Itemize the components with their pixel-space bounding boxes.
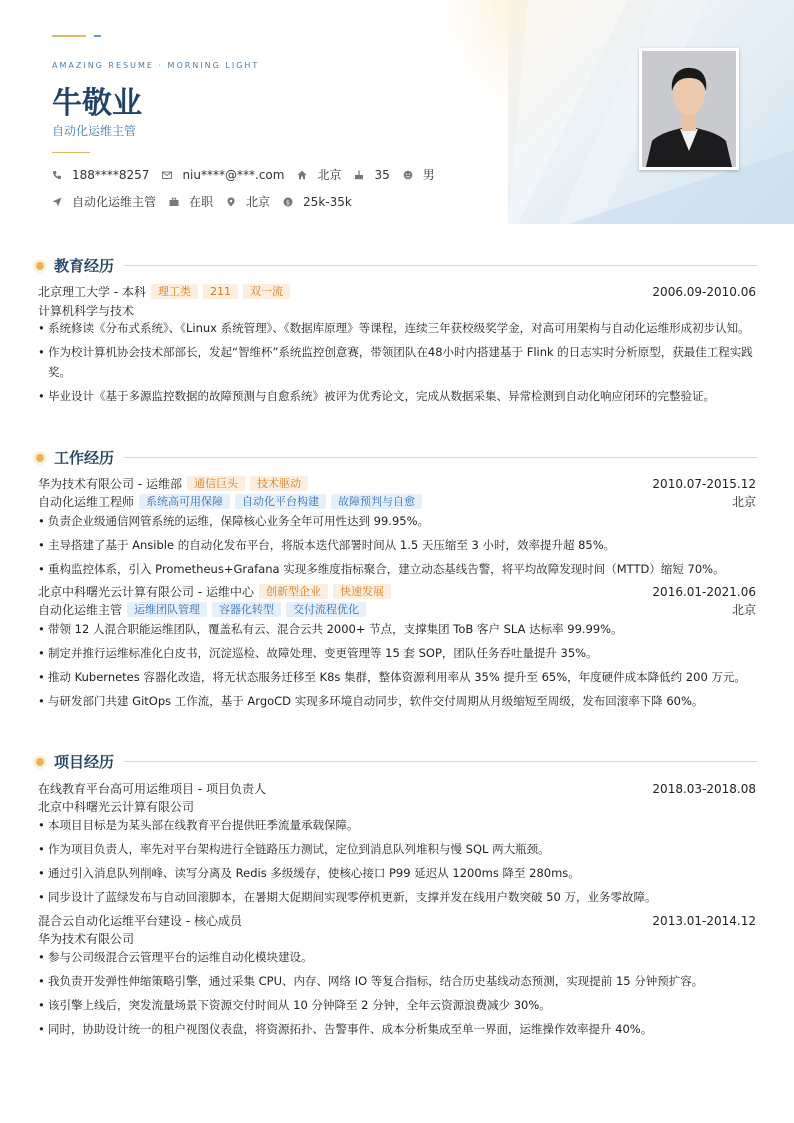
profile-photo	[639, 48, 739, 170]
intention-row	[52, 193, 365, 210]
contact-home	[297, 166, 341, 183]
list-item: • 负责企业级通信网管系统的运维，保障核心业务全年可用性达到 99.95%。	[38, 511, 756, 531]
section-education	[36, 255, 758, 276]
list-item: • 同时，协助设计统一的租户视图仪表盘，将资源拓扑、告警事件、成本分析集成至单一界面，运维操作效率提升 40%。	[38, 1019, 756, 1039]
intention-position	[52, 193, 156, 210]
project-name: 混合云自动化运维平台建设 - 核心成员	[38, 914, 242, 928]
name-divider	[52, 152, 90, 153]
company-name: 北京中科曙光云计算有限公司 - 运维中心	[38, 585, 254, 599]
education-bullets	[38, 318, 756, 410]
list-item: • 本项目目标是为某头部在线教育平台提供旺季流量承载保障。	[38, 815, 756, 835]
section-title-projects: 项目经历	[54, 753, 115, 771]
gender-text: 男	[422, 168, 435, 182]
position-text: 自动化运维主管	[72, 195, 157, 209]
section-work	[36, 447, 758, 468]
contact-age	[354, 168, 389, 182]
project-name: 在线教育平台高可用运维项目 - 项目负责人	[38, 782, 266, 796]
skill-tag: 自动化平台构建	[235, 494, 326, 509]
city-text: 北京	[246, 195, 271, 209]
mail-icon	[162, 170, 172, 180]
candidate-role: 自动化运维主管	[52, 124, 137, 138]
school-tag: 211	[203, 284, 238, 299]
contact-phone	[52, 168, 149, 182]
resume-subtitle: AMAZING RESUME · MORNING LIGHT	[52, 61, 260, 70]
skill-tag: 运维团队管理	[127, 602, 207, 617]
email-text: niu****@***.com	[182, 167, 285, 182]
list-item: • 参与公司级混合云管理平台的运维自动化模块建设。	[38, 947, 756, 967]
briefcase-icon	[169, 197, 179, 207]
list-item: • 主导搭建了基于 Ansible 的自动化发布平台，将版本迭代部署时间从 1.5 天压缩至 3 小时，效率提升超 85%。	[38, 535, 756, 555]
school-tag: 理工类	[151, 284, 198, 299]
portrait-image	[642, 51, 736, 167]
intention-city	[226, 193, 270, 210]
project-org: 北京中科曙光云计算有限公司	[38, 800, 195, 814]
project-bullets	[38, 947, 756, 1043]
company-tag: 通信巨头	[187, 476, 245, 491]
list-item: • 毕业设计《基于多源监控数据的故障预测与自愈系统》被评为优秀论文，完成从数据采集、异常检测到自动化响应闭环的完整验证。	[38, 386, 756, 406]
work-bullets	[38, 619, 756, 715]
intention-status	[169, 193, 213, 210]
salary-text: 25k-35k	[303, 194, 352, 209]
skill-tag: 交付流程优化	[286, 602, 366, 617]
location-pin-icon	[226, 197, 236, 207]
list-item: • 作为项目负责人，率先对平台架构进行全链路压力测试，定位到消息队列堆积与慢 SQL 两大瓶颈。	[38, 839, 756, 859]
salary-icon	[283, 197, 293, 207]
project-period: 2018.03-2018.08	[652, 781, 756, 796]
section-bullet-icon	[36, 758, 44, 766]
work-period: 2016.01-2021.06	[652, 584, 756, 599]
school-name: 北京理工大学 - 本科	[38, 285, 146, 299]
project-header	[38, 780, 756, 797]
contact-email	[162, 168, 284, 182]
education-header	[38, 283, 756, 300]
company-tag: 快速发展	[333, 584, 391, 599]
work-header	[38, 583, 756, 600]
skill-tag: 系统高可用保障	[139, 494, 230, 509]
accent-line-gold	[52, 35, 86, 37]
work-title-row	[38, 493, 756, 510]
company-name: 华为技术有限公司 - 运维部	[38, 477, 182, 491]
status-text: 在职	[189, 195, 214, 209]
send-icon	[52, 197, 62, 207]
contact-gender	[403, 166, 435, 183]
list-item: • 我负责开发弹性伸缩策略引擎，通过采集 CPU、内存、网络 IO 等复合指标，结合历史基线动态预测，实现提前 15 分钟预扩容。	[38, 971, 756, 991]
work-city: 北京	[731, 495, 756, 509]
phone-text: 188****8257	[72, 167, 150, 182]
section-title-education: 教育经历	[54, 257, 115, 275]
work-city: 北京	[731, 603, 756, 617]
education-period: 2006.09-2010.06	[652, 284, 756, 299]
job-title: 自动化运维工程师	[38, 495, 135, 509]
company-tag: 技术驱动	[250, 476, 308, 491]
work-bullets	[38, 511, 756, 583]
intention-salary	[283, 195, 352, 209]
project-org: 华为技术有限公司	[38, 932, 135, 946]
candidate-name: 牛敬业	[52, 86, 142, 121]
section-projects	[36, 751, 758, 772]
accent-line-blue	[94, 35, 101, 37]
company-tag: 创新型企业	[259, 584, 328, 599]
section-bullet-icon	[36, 454, 44, 462]
list-item: • 通过引入消息队列削峰、读写分离及 Redis 多级缓存，使核心接口 P99 延迟从 1200ms 降至 280ms。	[38, 863, 756, 883]
section-divider	[124, 265, 758, 266]
home-icon	[297, 170, 307, 180]
section-title-work: 工作经历	[54, 449, 115, 467]
section-divider	[124, 457, 758, 458]
work-header	[38, 475, 756, 492]
section-bullet-icon	[36, 262, 44, 270]
work-period: 2010.07-2015.12	[652, 476, 756, 491]
list-item: • 该引擎上线后，突发流量场景下资源交付时间从 10 分钟降至 2 分钟，全年云资源浪费减少 30%。	[38, 995, 756, 1015]
job-title: 自动化运维主管	[38, 603, 123, 617]
list-item: • 作为校计算机协会技术部部长，发起“智维杯”系统监控创意赛，带领团队在48小时内搭建基于 Flink 的日志实时分析原型，获最佳工程实践奖。	[38, 342, 756, 382]
list-item: • 推动 Kubernetes 容器化改造，将无状态服务迁移至 K8s 集群，整体资源利用率从 35% 提升至 65%，年度硬件成本降低约 200 万元。	[38, 667, 756, 687]
gender-icon	[403, 170, 413, 180]
work-title-row	[38, 601, 756, 618]
skill-tag: 容器化转型	[212, 602, 281, 617]
section-divider	[124, 761, 758, 762]
phone-icon	[52, 170, 62, 180]
project-bullets	[38, 815, 756, 911]
cake-icon	[354, 170, 364, 180]
skill-tag: 故障预判与自愈	[331, 494, 422, 509]
list-item: • 带领 12 人混合职能运维团队，覆盖私有云、混合云共 2000+ 节点，支撑集团 ToB 客户 SLA 达标率 99.99%。	[38, 619, 756, 639]
list-item: • 制定并推行运维标准化白皮书，沉淀巡检、故障处理、变更管理等 15 套 SOP，团队任务吞吐量提升 35%。	[38, 643, 756, 663]
project-period: 2013.01-2014.12	[652, 913, 756, 928]
list-item: • 与研发部门共建 GitOps 工作流，基于 ArgoCD 实现多环境自动同步，软件交付周期从月级缩短至周级，发布回滚率下降 60%。	[38, 691, 756, 711]
school-tag: 双一流	[243, 284, 290, 299]
list-item: • 重构监控体系，引入 Prometheus+Grafana 实现多维度指标聚合，建立动态基线告警，将平均故障发现时间（MTTD）缩短 70%。	[38, 559, 756, 579]
contact-row	[52, 166, 448, 183]
svg-text:$: $	[285, 197, 291, 206]
list-item: • 系统修读《分布式系统》、《Linux 系统管理》、《数据库原理》等课程，连续三年获校级奖学金，对高可用架构与自动化运维形成初步认知。	[38, 318, 756, 338]
home-text: 北京	[317, 168, 342, 182]
list-item: • 同步设计了蓝绿发布与自动回滚脚本，在暑期大促期间实现零停机更新，支撑并发在线用户数突破 50 万，业务零故障。	[38, 887, 756, 907]
project-header	[38, 912, 756, 929]
education-major: 计算机科学与技术	[38, 304, 135, 318]
age-text: 35	[374, 167, 390, 182]
